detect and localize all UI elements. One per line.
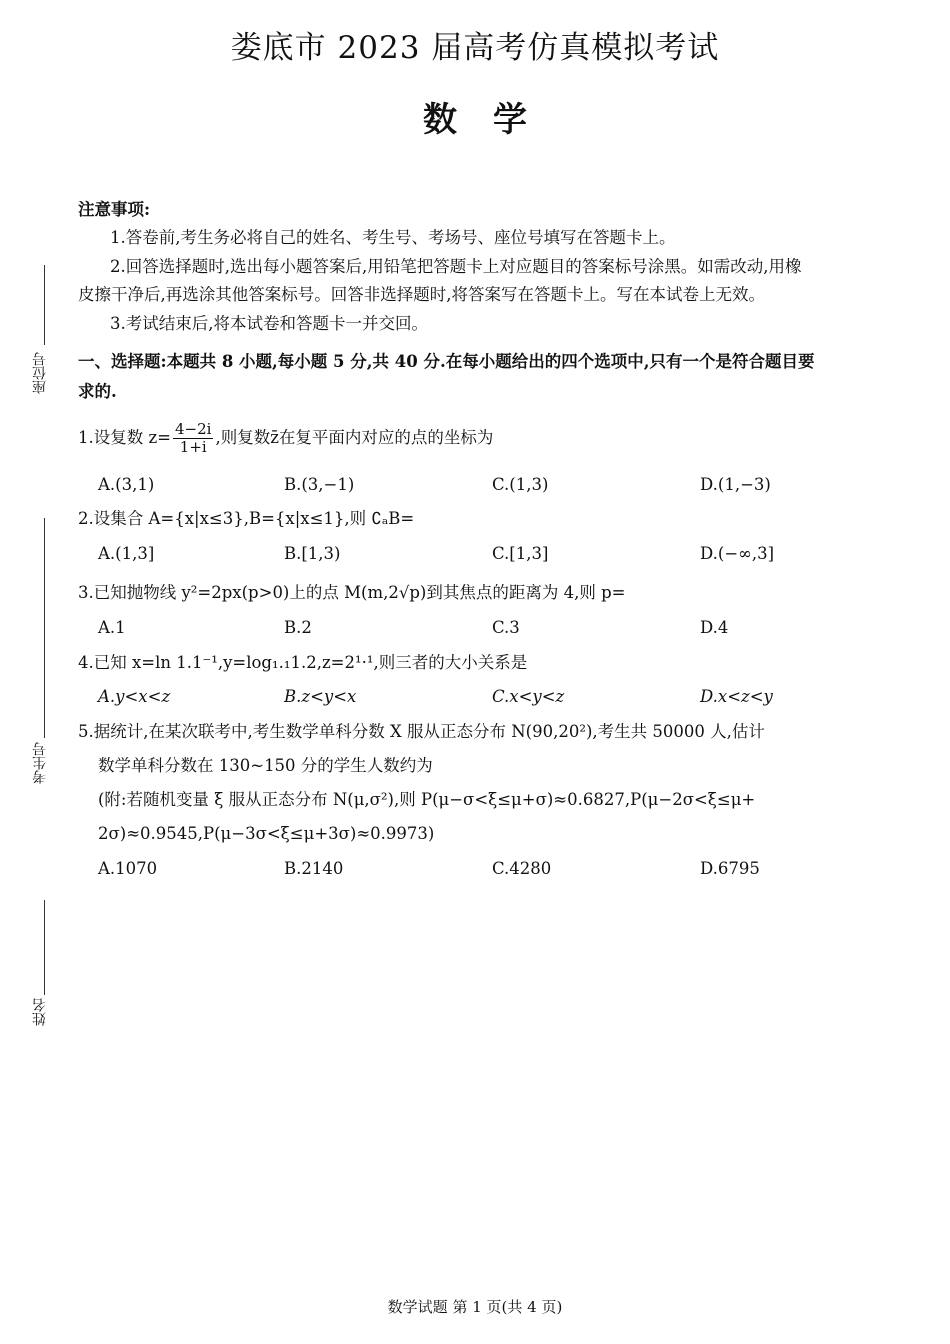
- question-1-prefix: 1.设复数 z=: [78, 428, 172, 447]
- section-1-heading-line-2: 求的.: [78, 382, 117, 401]
- question-2-stem: 2.设集合 A={x|x≤3},B={x|x≤1},则 ∁ₐB=: [78, 509, 415, 528]
- q1-option-b: B.(3,−1): [284, 475, 355, 494]
- q5-option-a: A.1070: [98, 859, 158, 878]
- question-4-stem: 4.已知 x=ln 1.1⁻¹,y=log₁.₁1.2,z=2¹·¹,则三者的大小关系是: [78, 653, 528, 672]
- q4-option-d: D.x<z<y: [700, 687, 773, 706]
- question-5-line-2: 数学单科分数在 130~150 分的学生人数约为: [98, 756, 433, 775]
- q2-option-c: C.[1,3]: [492, 544, 549, 563]
- q5-option-d: D.6795: [700, 859, 760, 878]
- question-5-line-1: 5.据统计,在某次联考中,考生数学单科分数 X 服从正态分布 N(90,20²),考生共 50000 人,估计: [78, 722, 765, 741]
- name-line: [44, 900, 45, 995]
- q2-option-d: D.(−∞,3]: [700, 544, 775, 563]
- section-1-heading-line-1: 一、选择题:本题共 8 小题,每小题 5 分,共 40 分.在每小题给出的四个选项中,只有一个是符合题目要: [78, 352, 815, 371]
- exam-title: 娄底市 2023 届高考仿真模拟考试: [230, 30, 720, 66]
- q1-option-d: D.(1,−3): [700, 475, 771, 494]
- q3-option-a: A.1: [98, 618, 126, 637]
- seat-line: [44, 265, 45, 345]
- q3-option-b: B.2: [284, 618, 312, 637]
- question-1-fraction: [173, 421, 213, 456]
- exam-number-line: [44, 518, 45, 738]
- name-label: 姓名: [32, 998, 48, 1026]
- exam-number-label: 考生号: [32, 742, 48, 784]
- fraction-denominator: 1+i: [179, 438, 207, 456]
- question-1-suffix: ,则复数z̄在复平面内对应的点的坐标为: [215, 428, 494, 447]
- q2-option-b: B.[1,3): [284, 544, 341, 563]
- question-5-line-4: 2σ)≈0.9545,P(μ−3σ<ξ≤μ+3σ)≈0.9973): [98, 824, 435, 843]
- q1-option-c: C.(1,3): [492, 475, 549, 494]
- q2-option-a: A.(1,3]: [98, 544, 155, 563]
- notice-item-2-line-2: 皮擦干净后,再选涂其他答案标号。回答非选择题时,将答案写在答题卡上。写在本试卷上无效。: [78, 285, 765, 304]
- notice-item-3: 3.考试结束后,将本试卷和答题卡一并交回。: [110, 314, 428, 333]
- question-1-stem: [78, 416, 493, 460]
- q5-option-b: B.2140: [284, 859, 344, 878]
- fraction-numerator: 4−2i: [175, 420, 212, 438]
- q3-option-c: C.3: [492, 618, 520, 637]
- subject-title: 数学: [423, 100, 563, 140]
- notice-item-1: 1.答卷前,考生务必将自己的姓名、考生号、考场号、座位号填写在答题卡上。: [110, 228, 676, 247]
- q5-option-c: C.4280: [492, 859, 552, 878]
- question-5-line-3: (附:若随机变量 ξ 服从正态分布 N(μ,σ²),则 P(μ−σ<ξ≤μ+σ)≈0.6827,P(μ−2σ<ξ≤μ+: [98, 790, 756, 809]
- q4-option-c: C.x<y<z: [492, 687, 565, 706]
- q4-option-a: A.y<x<z: [98, 687, 171, 706]
- seat-label: 座位号: [32, 352, 48, 394]
- page-footer: 数学试题 第 1 页(共 4 页): [387, 1298, 563, 1316]
- question-3-stem: 3.已知抛物线 y²=2px(p>0)上的点 M(m,2√p)到其焦点的距离为 4,则 p=: [78, 583, 626, 602]
- q1-option-a: A.(3,1): [98, 475, 155, 494]
- q4-option-b: B.z<y<x: [284, 687, 357, 706]
- notice-item-2-line-1: 2.回答选择题时,选出每小题答案后,用铅笔把答题卡上对应题目的答案标号涂黑。如需改动,用橡: [110, 257, 802, 276]
- notice-heading: 注意事项:: [78, 200, 151, 219]
- q3-option-d: D.4: [700, 618, 729, 637]
